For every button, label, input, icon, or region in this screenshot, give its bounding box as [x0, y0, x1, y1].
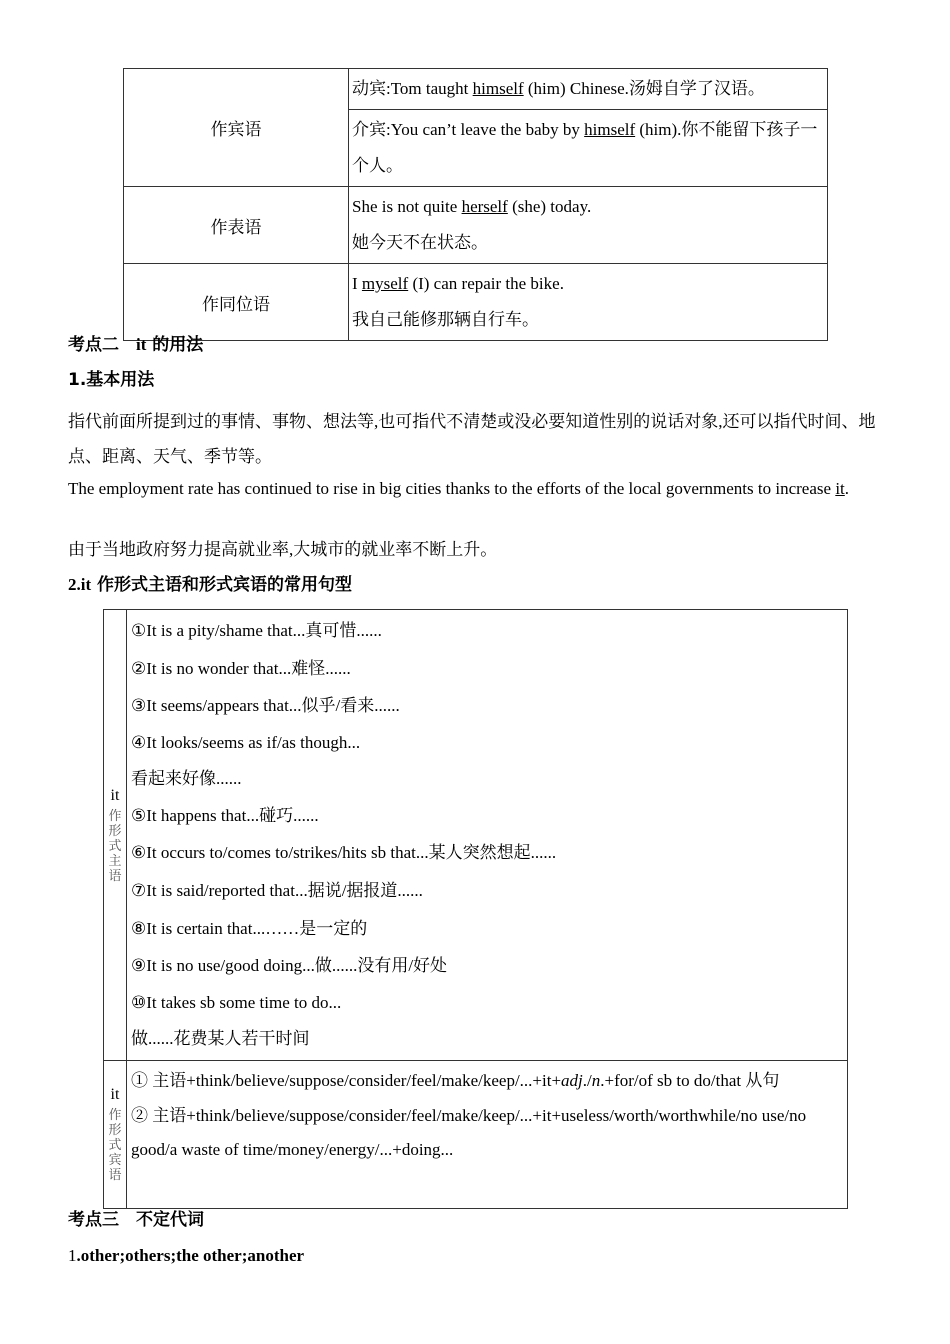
formal-object-patterns	[127, 1061, 848, 1209]
pattern-item: ③It seems/appears that...似乎/看来......	[131, 696, 400, 716]
subheading-other-others: 1.other;others;the other;another	[68, 1246, 305, 1265]
row-label-predicative: 作表语	[124, 187, 349, 264]
formal-it-table	[103, 609, 848, 1209]
basic-usage-description: 指代前面所提到过的事情、事物、想法等,也可指代不清楚或没必要知道性别的说话对象,还可以指代时间、地点、距离、天气、季节等。	[68, 412, 876, 466]
object-verb-example: 动宾:Tom taught himself (him) Chinese.汤姆自学了汉语。	[349, 69, 828, 110]
subheading-formal-it: 2.it 作形式主语和形式宾语的常用句型	[68, 575, 353, 595]
object-prep-example: 介宾:You can’t leave the baby by himself (him).你不能留下孩子一个人。	[349, 110, 828, 187]
row-label-appositive: 作同位语	[124, 264, 349, 341]
subheading-basic-usage: 1.基本用法	[68, 370, 155, 390]
pattern-item: 做......花费某人若干时间	[131, 1028, 310, 1048]
pattern-item: ⑥It occurs to/comes to/strikes/hits sb that...某人突然想起......	[131, 843, 557, 863]
pattern-item: 看起来好像......	[131, 768, 242, 788]
example-sentence: The employment rate has continued to rise in big cities thanks to the efforts of the local governments to increase it.	[68, 479, 850, 498]
example-translation: 由于当地政府努力提高就业率,大城市的就业率不断上升。	[68, 540, 498, 559]
pattern-item: ⑨It is no use/good doing...做......没有用/好处	[131, 956, 448, 976]
pattern-item: ②It is no wonder that...难怪......	[131, 658, 351, 678]
appositive-example: I myself (I) can repair the bike. 我自己能修那辆自行车。	[349, 264, 828, 341]
pattern-item: ④It looks/seems as if/as though...	[131, 732, 361, 752]
pattern-item: ①It is a pity/shame that...真可惜......	[131, 621, 382, 640]
formal-subject-patterns	[127, 610, 848, 1061]
pattern-item: ① 主语+think/believe/suppose/consider/feel/make/keep/...+it+adj./n.+for/of sb to do/that 从句	[131, 1071, 780, 1090]
section-2-heading: 考点二 it 的用法	[68, 335, 204, 355]
pattern-item: ② 主语+think/believe/suppose/consider/feel/make/keep/...+it+useless/worth/worthwhile/no use/no good/a waste of time/money/energy/...+doing...	[131, 1106, 807, 1159]
predicative-example: She is not quite herself (she) today. 她今天不在状态。	[349, 187, 828, 264]
pattern-item: ⑧It is certain that...……是一定的	[131, 918, 368, 938]
formal-subject-label: it 作 形 式 主 语	[104, 610, 127, 1061]
row-label-object: 作宾语	[124, 69, 349, 187]
pattern-item: ⑤It happens that...碰巧......	[131, 805, 319, 825]
formal-object-label: it 作 形 式 宾 语	[104, 1061, 127, 1209]
pattern-item: ⑦It is said/reported that...据说/据报道......	[131, 880, 423, 900]
pattern-item: ⑩It takes sb some time to do...	[131, 992, 342, 1012]
section-3-heading: 考点三 不定代词	[68, 1210, 204, 1230]
reflexive-pronoun-table	[123, 68, 828, 341]
